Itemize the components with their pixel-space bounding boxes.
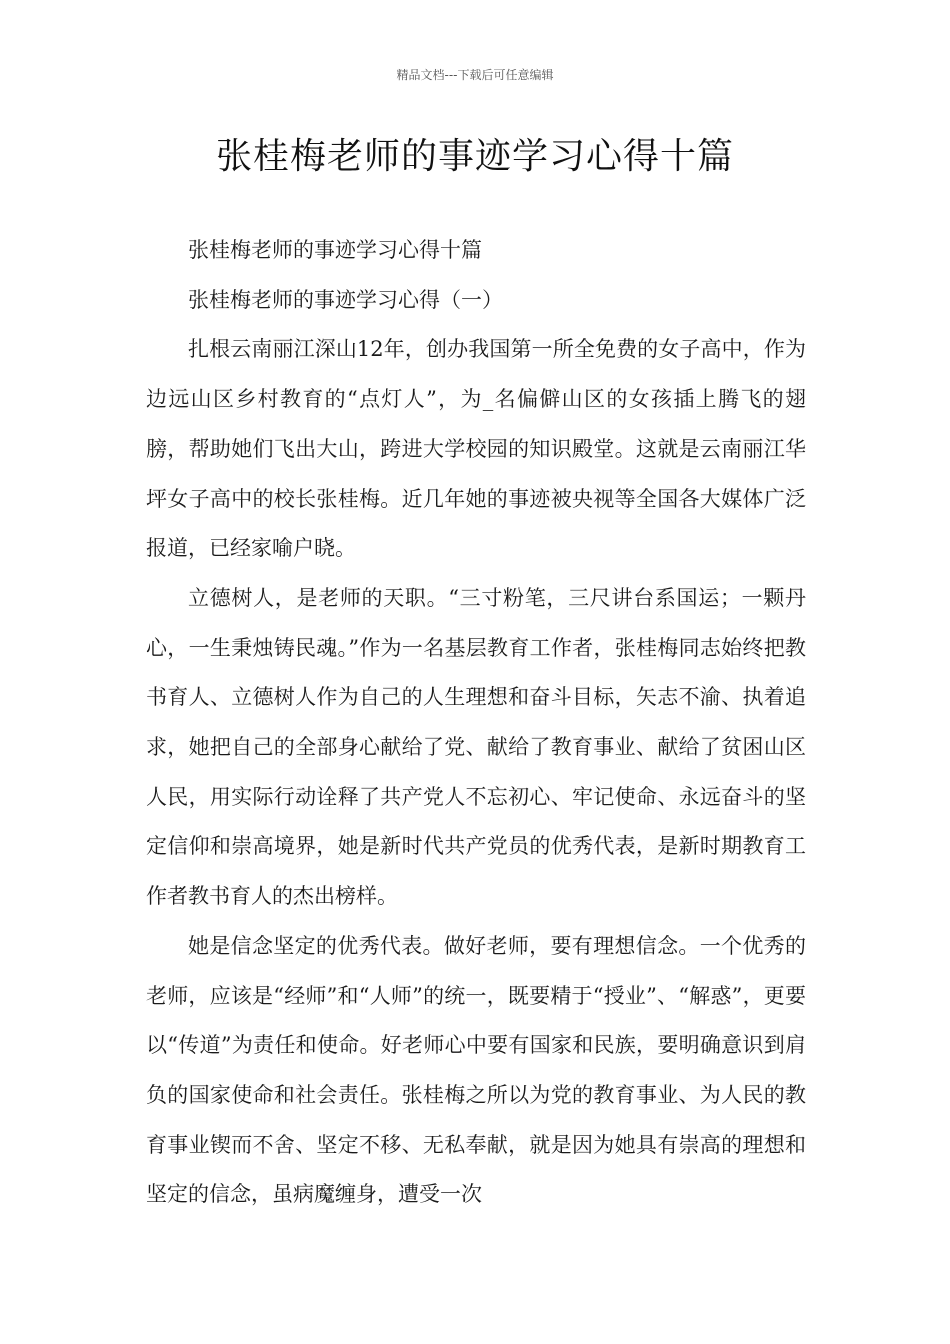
document-title: 张桂梅老师的事迹学习心得十篇 (215, 136, 734, 177)
paragraph: 扎根云南丽江深山12年，创办我国第一所全免费的女子高中，作为边远山区乡村教育的“点灯人”，为_名偏僻山区的女孩插上腾飞的翅膀，帮助她们飞出大山，跨进大学校园的知识殿堂。这就是云南丽江华坪女子高中的校长张桂梅。近几年她的事迹被央视等全国各大媒体广泛报道，已经家喻户晓。 (146, 337, 806, 561)
paragraph: 立德树人，是老师的天职。“三寸粉笔，三尺讲台系国运；一颗丹心，一生秉烛铸民魂。”作为一名基层教育工作者，张桂梅同志始终把教书育人、立德树人作为自己的人生理想和奋斗目标，矢志不渝、执着追求，她把自己的全部身心献给了党、献给了教育事业、献给了贫困山区人民，用实际行动诠释了共产党人不忘初心、牢记使命、永远奋斗的坚定信仰和崇高境界，她是新时代共产党员的优秀代表，是新时期教育工作者教书育人的杰出榜样。 (146, 585, 806, 909)
document-body (146, 226, 806, 1220)
paragraph-section-heading: 张桂梅老师的事迹学习心得（一） (188, 287, 503, 312)
paragraph: 她是信念坚定的优秀代表。做好老师，要有理想信念。一个优秀的老师，应该是“经师”和“人师”的统一，既要精于“授业”、“解惑”，更要以“传道”为责任和使命。好老师心中要有国家和民族，要明确意识到肩负的国家使命和社会责任。张桂梅之所以为党的教育事业、为人民的教育事业锲而不舍、坚定不移、无私奉献，就是因为她具有崇高的理想和坚定的信念，虽病魔缠身，遭受一次 (146, 933, 806, 1207)
paragraph-subtitle: 张桂梅老师的事迹学习心得十篇 (188, 238, 482, 262)
header-note: 精品文档---下载后可任意编辑 (396, 68, 554, 82)
